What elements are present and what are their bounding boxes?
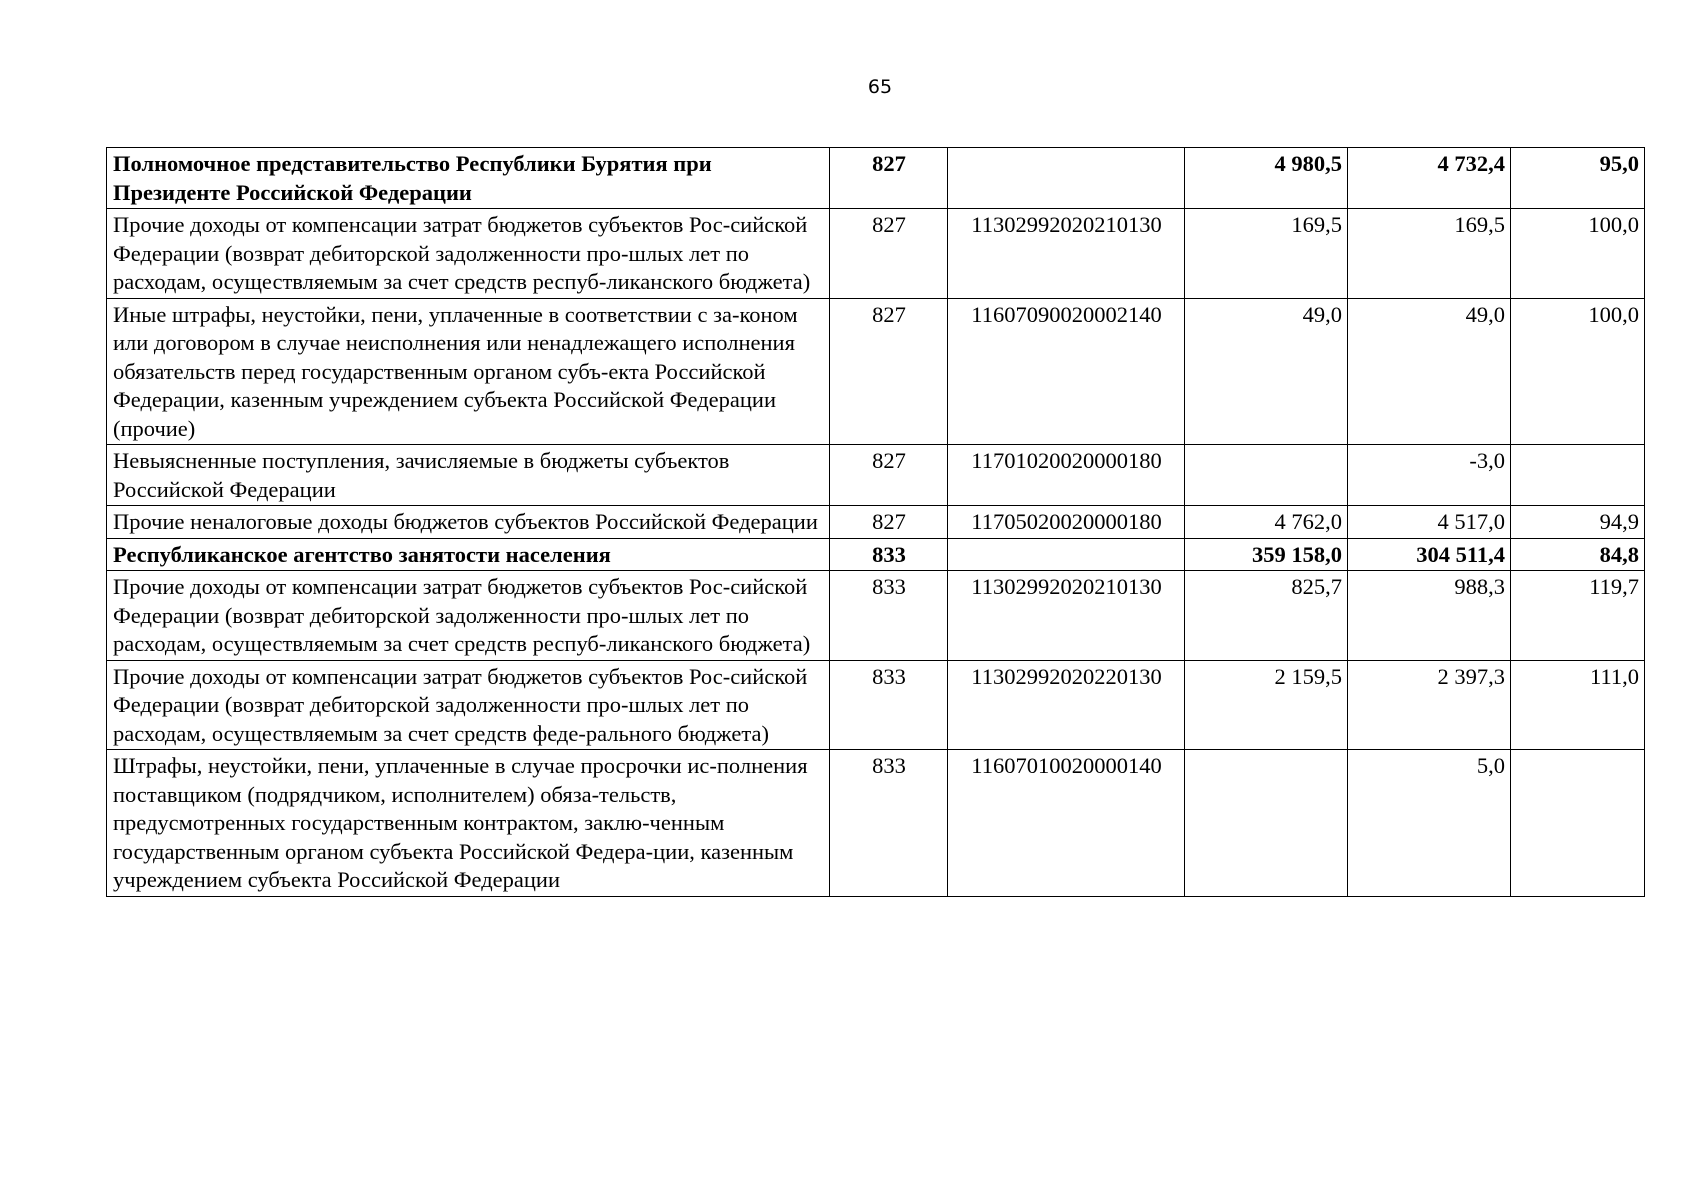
- plan-value-cell: 169,5: [1185, 209, 1348, 299]
- revenue-name-cell: Прочие доходы от компенсации затрат бюджетов субъектов Рос-сийской Федерации (возврат дебиторской задолженности про-шлых лет по расходам, осуществляемым за счет средств респуб-ликанского бюджета): [107, 571, 830, 661]
- fact-value-cell: 304 511,4: [1348, 538, 1511, 571]
- admin-code-cell: 827: [830, 298, 948, 445]
- fact-value-cell: 4 517,0: [1348, 506, 1511, 539]
- budget-code-cell: 11701020020000180: [948, 445, 1185, 506]
- revenue-name-cell: Республиканское агентство занятости населения: [107, 538, 830, 571]
- revenue-name-cell: Штрафы, неустойки, пени, уплаченные в случае просрочки ис-полнения поставщиком (подрядчиком, исполнителем) обяза-тельств, предусмотренных государственным контрактом, заклю-ченным государственным органом субъекта Российской Федера-ции, казенным учреждением субъекта Российской Федерации: [107, 750, 830, 897]
- budget-code-cell: 11302992020210130: [948, 209, 1185, 299]
- fact-value-cell: 169,5: [1348, 209, 1511, 299]
- budget-code-cell: 11705020020000180: [948, 506, 1185, 539]
- revenue-name-cell: Прочие неналоговые доходы бюджетов субъектов Российской Федерации: [107, 506, 830, 539]
- budget-code-cell: [948, 148, 1185, 209]
- budget-code-cell: 11607010020000140: [948, 750, 1185, 897]
- percent-cell: 119,7: [1511, 571, 1645, 661]
- table-row: [107, 506, 1645, 539]
- admin-code-cell: 827: [830, 445, 948, 506]
- plan-value-cell: 4 980,5: [1185, 148, 1348, 209]
- revenue-name-cell: Невыясненные поступления, зачисляемые в бюджеты субъектов Российской Федерации: [107, 445, 830, 506]
- table-row: [107, 750, 1645, 897]
- plan-value-cell: 2 159,5: [1185, 660, 1348, 750]
- plan-value-cell: 359 158,0: [1185, 538, 1348, 571]
- fact-value-cell: 2 397,3: [1348, 660, 1511, 750]
- table-body: [107, 148, 1645, 897]
- table-row: [107, 148, 1645, 209]
- plan-value-cell: 4 762,0: [1185, 506, 1348, 539]
- admin-code-cell: 833: [830, 660, 948, 750]
- budget-code-cell: [948, 538, 1185, 571]
- fact-value-cell: 4 732,4: [1348, 148, 1511, 209]
- fact-value-cell: -3,0: [1348, 445, 1511, 506]
- fact-value-cell: 5,0: [1348, 750, 1511, 897]
- percent-cell: 95,0: [1511, 148, 1645, 209]
- revenue-table: [106, 147, 1645, 897]
- admin-code-cell: 827: [830, 506, 948, 539]
- plan-value-cell: 49,0: [1185, 298, 1348, 445]
- admin-code-cell: 833: [830, 750, 948, 897]
- fact-value-cell: 988,3: [1348, 571, 1511, 661]
- table-row: [107, 571, 1645, 661]
- revenue-name-cell: Прочие доходы от компенсации затрат бюджетов субъектов Рос-сийской Федерации (возврат дебиторской задолженности про-шлых лет по расходам, осуществляемым за счет средств феде-рального бюджета): [107, 660, 830, 750]
- table-row: [107, 298, 1645, 445]
- table-row: [107, 660, 1645, 750]
- table-row: [107, 445, 1645, 506]
- revenue-name-cell: Иные штрафы, неустойки, пени, уплаченные в соответствии с за-коном или договором в случае неисполнения или ненадлежащего исполнения обязательств перед государственным органом субъ-екта Российской Федерации, казенным учреждением субъекта Российской Федерации (прочие): [107, 298, 830, 445]
- table-row: [107, 538, 1645, 571]
- plan-value-cell: [1185, 445, 1348, 506]
- percent-cell: 100,0: [1511, 298, 1645, 445]
- table-row: [107, 209, 1645, 299]
- percent-cell: 94,9: [1511, 506, 1645, 539]
- percent-cell: [1511, 750, 1645, 897]
- admin-code-cell: 833: [830, 571, 948, 661]
- budget-code-cell: 11607090020002140: [948, 298, 1185, 445]
- fact-value-cell: 49,0: [1348, 298, 1511, 445]
- admin-code-cell: 827: [830, 148, 948, 209]
- percent-cell: 84,8: [1511, 538, 1645, 571]
- budget-code-cell: 11302992020210130: [948, 571, 1185, 661]
- plan-value-cell: 825,7: [1185, 571, 1348, 661]
- revenue-name-cell: Полномочное представительство Республики Бурятия при Президенте Российской Федерации: [107, 148, 830, 209]
- percent-cell: 100,0: [1511, 209, 1645, 299]
- admin-code-cell: 833: [830, 538, 948, 571]
- revenue-name-cell: Прочие доходы от компенсации затрат бюджетов субъектов Рос-сийской Федерации (возврат дебиторской задолженности про-шлых лет по расходам, осуществляемым за счет средств респуб-ликанского бюджета): [107, 209, 830, 299]
- page-number: 65: [867, 76, 893, 98]
- plan-value-cell: [1185, 750, 1348, 897]
- percent-cell: [1511, 445, 1645, 506]
- admin-code-cell: 827: [830, 209, 948, 299]
- percent-cell: 111,0: [1511, 660, 1645, 750]
- budget-code-cell: 11302992020220130: [948, 660, 1185, 750]
